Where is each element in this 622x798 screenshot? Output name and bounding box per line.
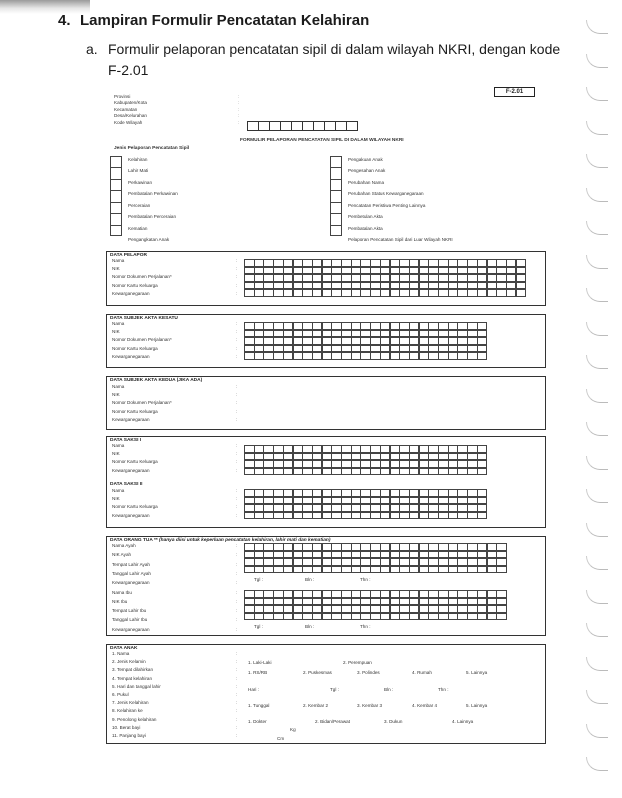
ortu-note: (hanya diisi untuk keperluan pencatatan kelahiran, lahir mati dan kematian) [159, 538, 331, 543]
anak-tempat-option: 3. Polindes [357, 670, 380, 675]
binder-ring-icon [586, 188, 608, 202]
jenis-left-checkboxes[interactable] [110, 156, 122, 236]
grid-row [244, 274, 525, 282]
section-anak [106, 644, 546, 744]
colon: : [236, 561, 238, 567]
saksi2-row-label: Nama [112, 488, 125, 493]
saksi1-input-grid[interactable] [244, 445, 487, 475]
anak-kg-unit: Kg [290, 727, 296, 732]
colon: : [236, 543, 238, 548]
heading-number: 4. [58, 12, 71, 29]
binder-ring-icon [586, 657, 608, 671]
colon: : [236, 608, 238, 614]
binder-ring-icon [586, 724, 608, 738]
grid-cell[interactable] [496, 566, 507, 574]
colon: : [236, 443, 238, 448]
anak-penolong-option: 4. Lainnya [452, 719, 474, 724]
grid-row [244, 613, 506, 621]
anak-hari: Hari : [248, 687, 259, 692]
colon: : [236, 651, 238, 656]
anak-jenis-option: 3. Kembar 3 [357, 703, 383, 708]
sub-line2: F-2.01 [108, 62, 149, 78]
anak-row-label: 9. Penolong kelahiran [112, 716, 157, 722]
grid-cell[interactable] [496, 598, 507, 606]
colon: : [236, 724, 238, 730]
ortu-row-label: Tempat Lahir Ibu [112, 608, 147, 614]
region-kabupaten: Kabupaten/Kota [114, 100, 147, 106]
grid-cell[interactable] [477, 504, 488, 512]
binder-ring-icon [586, 456, 608, 470]
ortu-row-label: Tanggal Lahir Ayah [112, 570, 151, 576]
colon: : [236, 467, 238, 473]
form-title: FORMULIR PELAPORAN PENCATATAN SIPIL DI DALAM WILAYAH NKRI [240, 138, 404, 143]
grid-row [244, 497, 487, 505]
anak-penolong-option: 2. Bidan/Perawat [315, 719, 350, 724]
colon: : [236, 329, 238, 335]
colon: : [236, 504, 238, 510]
jenis_right-item: Perubahan Nama [348, 179, 385, 185]
ortu-date-tgl: Tgl : [254, 577, 263, 582]
grid-row [244, 267, 525, 275]
jenis_left-item: Perkawinan [128, 179, 153, 185]
anak-row-label: 6. Pukul [112, 692, 129, 697]
colon: : [236, 400, 238, 406]
anak-row-label: 3. Tempat dilahirkan [112, 667, 154, 673]
ortu-input-grid[interactable] [244, 543, 506, 573]
colon: : [236, 716, 238, 722]
anak-row-label: 7. Jenis Kelahiran [112, 700, 149, 706]
grid-cell[interactable] [477, 322, 488, 330]
binder-ring-icon [586, 154, 608, 168]
jenis_right-item: Pengesahan Anak [348, 168, 386, 174]
anak-tempat-option: 2. Puskesmas [303, 670, 332, 675]
saksi1-row-label: NIK [112, 451, 120, 457]
pelapor-row-label: NIK [112, 266, 120, 272]
grid-row [244, 460, 487, 468]
saksi1-row-label: Nama [112, 443, 125, 448]
grid-row [244, 282, 525, 290]
ortu-date-thn: Thn : [360, 624, 371, 629]
colon: : [236, 392, 238, 398]
anak-row-label: 1. Nama [112, 651, 130, 656]
grid-row [244, 352, 487, 360]
anak-title: DATA ANAK [110, 646, 138, 651]
anak-jenis-option: 5. Lainnya [466, 703, 488, 708]
grid-cell[interactable] [496, 551, 507, 559]
colon: : [236, 451, 238, 457]
anak-jk-option: 2. Perempuan [343, 660, 372, 665]
anak-tempat-option: 1. RS/RB [248, 670, 268, 675]
colon: : [236, 337, 238, 343]
grid-row [244, 330, 487, 338]
grid-cell[interactable] [477, 337, 488, 345]
colon: : [236, 683, 238, 689]
grid-row [244, 504, 487, 512]
colon: : [236, 353, 238, 359]
grid-row [244, 289, 525, 297]
grid-cell[interactable] [496, 558, 507, 566]
jenis_left-item: Pembatalan Perkawinan [128, 191, 178, 197]
colon: : [236, 626, 238, 632]
ortu-input-grid[interactable] [244, 590, 506, 620]
grid-row [244, 605, 506, 613]
subjek2-row-label: Kewarganegaraan [112, 416, 150, 422]
anak-thn: Thn : [438, 687, 449, 692]
form-code: F-2.01 [494, 87, 535, 97]
binder-ring-icon [586, 590, 608, 604]
anak-jenis-option: 2. Kembar 2 [303, 703, 329, 708]
binder-ring-icon [586, 389, 608, 403]
colon: : [236, 700, 238, 706]
colon: : [236, 570, 238, 576]
subjek1-row-label: Nama [112, 321, 125, 326]
jenis_right-item: Pengakuan Anak [348, 157, 383, 162]
kode-wilayah-boxes[interactable] [247, 121, 357, 131]
grid-row [244, 453, 487, 461]
subjek2-row-label: Nomor Kartu Keluarga [112, 408, 158, 414]
subjek2-title: DATA SUBJEK AKTA KEDUA (JIKA ADA) [110, 378, 203, 383]
grid-cell[interactable] [516, 282, 527, 290]
region-kecamatan: Kecamatan [114, 106, 138, 112]
ortu-row-label: Nama Ibu [112, 589, 132, 595]
saksi2-row-label: Nomor Kartu Keluarga [112, 504, 158, 510]
colon: : [236, 589, 238, 595]
grid-cell[interactable] [516, 259, 527, 267]
sub-line1: Formulir pelaporan pencatatan sipil di dalam wilayah NKRI, dengan kode [108, 41, 561, 57]
jenis_right-item: Perubahan Status Kewarganegaraan [348, 191, 424, 197]
jenis_right-item: Pembatalan Akta [348, 225, 383, 231]
colon: : [236, 512, 238, 518]
pelapor-title: DATA PELAPOR [110, 253, 147, 258]
grid-cell[interactable] [516, 267, 527, 275]
grid-cell[interactable] [477, 330, 488, 338]
colon: : [236, 675, 238, 681]
jenis_left-item: Pengangkatan Anak [128, 237, 170, 243]
grid-row [244, 489, 487, 497]
grid-row [244, 337, 487, 345]
jenis_right-item: Pencatatan Peristiwa Penting Lainnya [348, 202, 426, 208]
grid-row [244, 445, 487, 453]
colon: : [236, 708, 238, 714]
jenis-right-checkboxes[interactable] [330, 156, 342, 236]
grid-row [244, 259, 525, 267]
anak-row-label: 5. Hari dan tanggal lahir [112, 683, 161, 689]
grid-cell[interactable] [477, 352, 488, 360]
binder-ring-icon [586, 322, 608, 336]
ortu-row-label: Tempat Lahir Ayah [112, 561, 150, 567]
binder-ring-icon [586, 523, 608, 537]
colon: : [236, 496, 238, 502]
grid-row [244, 512, 487, 520]
jenis_left-item: Kelahiran [128, 157, 148, 162]
colon: : [236, 488, 238, 493]
anak-row-label: 8. Kelahiran ke [112, 708, 143, 714]
colon: : [236, 552, 238, 558]
ortu-row-label: NIK Ibu [112, 598, 128, 604]
jenis_left-item: Pembatalan Perceraian [128, 214, 177, 220]
region-labels [114, 94, 147, 126]
colon: : [236, 384, 238, 389]
binder-ring-icon [586, 221, 608, 235]
colon: : [236, 266, 238, 272]
grid-row [244, 566, 506, 574]
anak-tempat-option: 5. Lainnya [466, 670, 488, 675]
anak-penolong-option: 1. Dokter [248, 719, 267, 724]
colon: : [236, 733, 238, 738]
region-provinsi: Provinsi [114, 94, 131, 99]
sub-heading [86, 37, 560, 62]
ortu-title: DATA ORANG TUA ** [110, 538, 158, 543]
binder-ring-icon [586, 556, 608, 570]
anak-row-label: 10. Berat bayi [112, 724, 141, 730]
jenis-title: Jenis Pelaporan Pencatatan Sipil [114, 146, 190, 151]
jenis_left-item: Lahir Mati [128, 168, 149, 174]
binder-ring-icon [586, 121, 608, 135]
colon: : [236, 617, 238, 623]
binder-rings [586, 0, 616, 798]
sub-letter: a. [86, 41, 98, 57]
ortu-date-bln: Bln : [305, 577, 315, 582]
colon: : [236, 667, 238, 673]
saksi2-title: DATA SAKSI II [110, 482, 143, 487]
jenis_left-item: Perceraian [128, 202, 151, 208]
grid-row [244, 598, 506, 606]
anak-tgl: Tgl : [330, 687, 339, 692]
colon: : [236, 321, 238, 326]
grid-row [244, 543, 506, 551]
binder-ring-icon [586, 489, 608, 503]
anak-row-label: 11. Panjang bayi [112, 733, 146, 738]
binder-ring-icon [586, 757, 608, 771]
region-colons: : : : : : [238, 94, 240, 125]
section-subjek2 [106, 376, 546, 430]
anak-cm-unit: Cm [277, 736, 285, 741]
anak-jenis-option: 1. Tunggal [248, 703, 270, 708]
jenis_left-item: Kematian [128, 225, 148, 231]
grid-cell[interactable] [477, 497, 488, 505]
binder-ring-icon [586, 355, 608, 369]
binder-ring-icon [586, 690, 608, 704]
subjek2-row-label: Nama [112, 384, 125, 389]
grid-row [244, 551, 506, 559]
grid-cell[interactable] [477, 445, 488, 453]
grid-cell[interactable] [477, 345, 488, 353]
region-desa: Desa/Kelurahan [114, 113, 147, 119]
jenis_right-item: Pelaporan Pencatatan Sipil dari Luar Wilayah NKRI [348, 237, 453, 243]
colon: : [236, 598, 238, 604]
ortu-date-thn: Thn : [360, 577, 371, 582]
grid-cell[interactable] [477, 453, 488, 461]
colon: : [236, 580, 238, 586]
colon: : [236, 274, 238, 280]
anak-jenis-option: 4. Kembar 4 [412, 703, 438, 708]
subjek1-row-label: Nomor Kartu Keluarga [112, 345, 158, 351]
grid-cell[interactable] [516, 289, 527, 297]
grid-cell[interactable] [496, 605, 507, 613]
ortu-row-label: Kewarganegaraan [112, 580, 150, 586]
colon: : [236, 659, 238, 665]
grid-row [244, 558, 506, 566]
grid-cell[interactable] [516, 274, 527, 282]
colon: : [236, 459, 238, 465]
pelapor-row-label: Nomor Dokumen Perjalanan* [112, 274, 172, 280]
anak-jk-option: 1. Laki-Laki [248, 660, 272, 665]
binder-ring-icon [586, 255, 608, 269]
ortu-row-label: Kewarganegaraan [112, 626, 150, 632]
ortu-row-label: Tanggal Lahir Ibu [112, 617, 148, 623]
jenis_right-item: Pembetulan Akta [348, 214, 383, 220]
grid-cell[interactable] [477, 460, 488, 468]
pelapor-input-grid[interactable] [244, 259, 525, 297]
grid-row [244, 322, 487, 330]
saksi1-row-label: Kewarganegaraan [112, 467, 150, 473]
grid-cell[interactable] [496, 543, 507, 551]
ortu-date-tgl: Tgl : [254, 624, 263, 629]
anak-bln: Bln : [384, 687, 394, 692]
binder-ring-icon [586, 288, 608, 302]
grid-row [244, 345, 487, 353]
colon: : [236, 282, 238, 288]
saksi2-row-label: Kewarganegaraan [112, 512, 150, 518]
binder-ring-icon [586, 623, 608, 637]
pelapor-row-label: Kewarganegaraan [112, 290, 150, 296]
grid-row [244, 590, 506, 598]
binder-ring-icon [586, 20, 608, 34]
subjek1-title: DATA SUBJEK AKTA KESATU [110, 316, 178, 321]
saksi1-title: DATA SAKSI I [110, 438, 142, 443]
heading-title: Lampiran Formulir Pencatatan Kelahiran [80, 12, 370, 29]
grid-row [244, 468, 487, 476]
grid-cell[interactable] [477, 512, 488, 520]
colon: : [236, 692, 238, 697]
pelapor-row-label: Nomor Kartu Keluarga [112, 282, 158, 288]
ortu-row-label: NIK Ayah [112, 552, 132, 558]
section-heading [58, 12, 369, 29]
subjek2-row-label: NIK [112, 392, 120, 398]
anak-penolong-option: 3. Dukun [384, 719, 403, 724]
ortu-date-bln: Bln : [305, 624, 315, 629]
grid-cell[interactable] [477, 468, 488, 476]
colon: : [236, 408, 238, 414]
subjek1-row-label: NIK [112, 329, 120, 335]
grid-cell[interactable] [496, 613, 507, 621]
subjek1-input-grid[interactable] [244, 322, 487, 360]
ortu-row-label: Nama Ayah [112, 543, 136, 548]
anak-tempat-option: 4. Rumah [412, 670, 432, 675]
region-kode: Kode Wilayah [114, 119, 143, 125]
anak-row-label: 4. Tempat kelahiran [112, 675, 153, 681]
colon: : [236, 290, 238, 296]
colon: : [236, 416, 238, 422]
colon: : [236, 258, 238, 263]
subjek1-row-label: Kewarganegaraan [112, 353, 150, 359]
saksi2-input-grid[interactable] [244, 489, 487, 519]
subjek1-row-label: Nomor Dokumen Perjalanan* [112, 337, 172, 343]
binder-ring-icon [586, 422, 608, 436]
grid-cell[interactable] [477, 489, 488, 497]
binder-ring-icon [586, 54, 608, 68]
anak-row-label: 2. Jenis Kelamin [112, 659, 146, 665]
binder-ring-icon [586, 87, 608, 101]
grid-cell[interactable] [496, 590, 507, 598]
subjek2-row-label: Nomor Dokumen Perjalanan* [112, 400, 172, 406]
pelapor-row-label: Nama [112, 258, 125, 263]
saksi1-row-label: Nomor Kartu Keluarga [112, 459, 158, 465]
saksi2-row-label: NIK [112, 496, 120, 502]
colon: : [236, 345, 238, 351]
